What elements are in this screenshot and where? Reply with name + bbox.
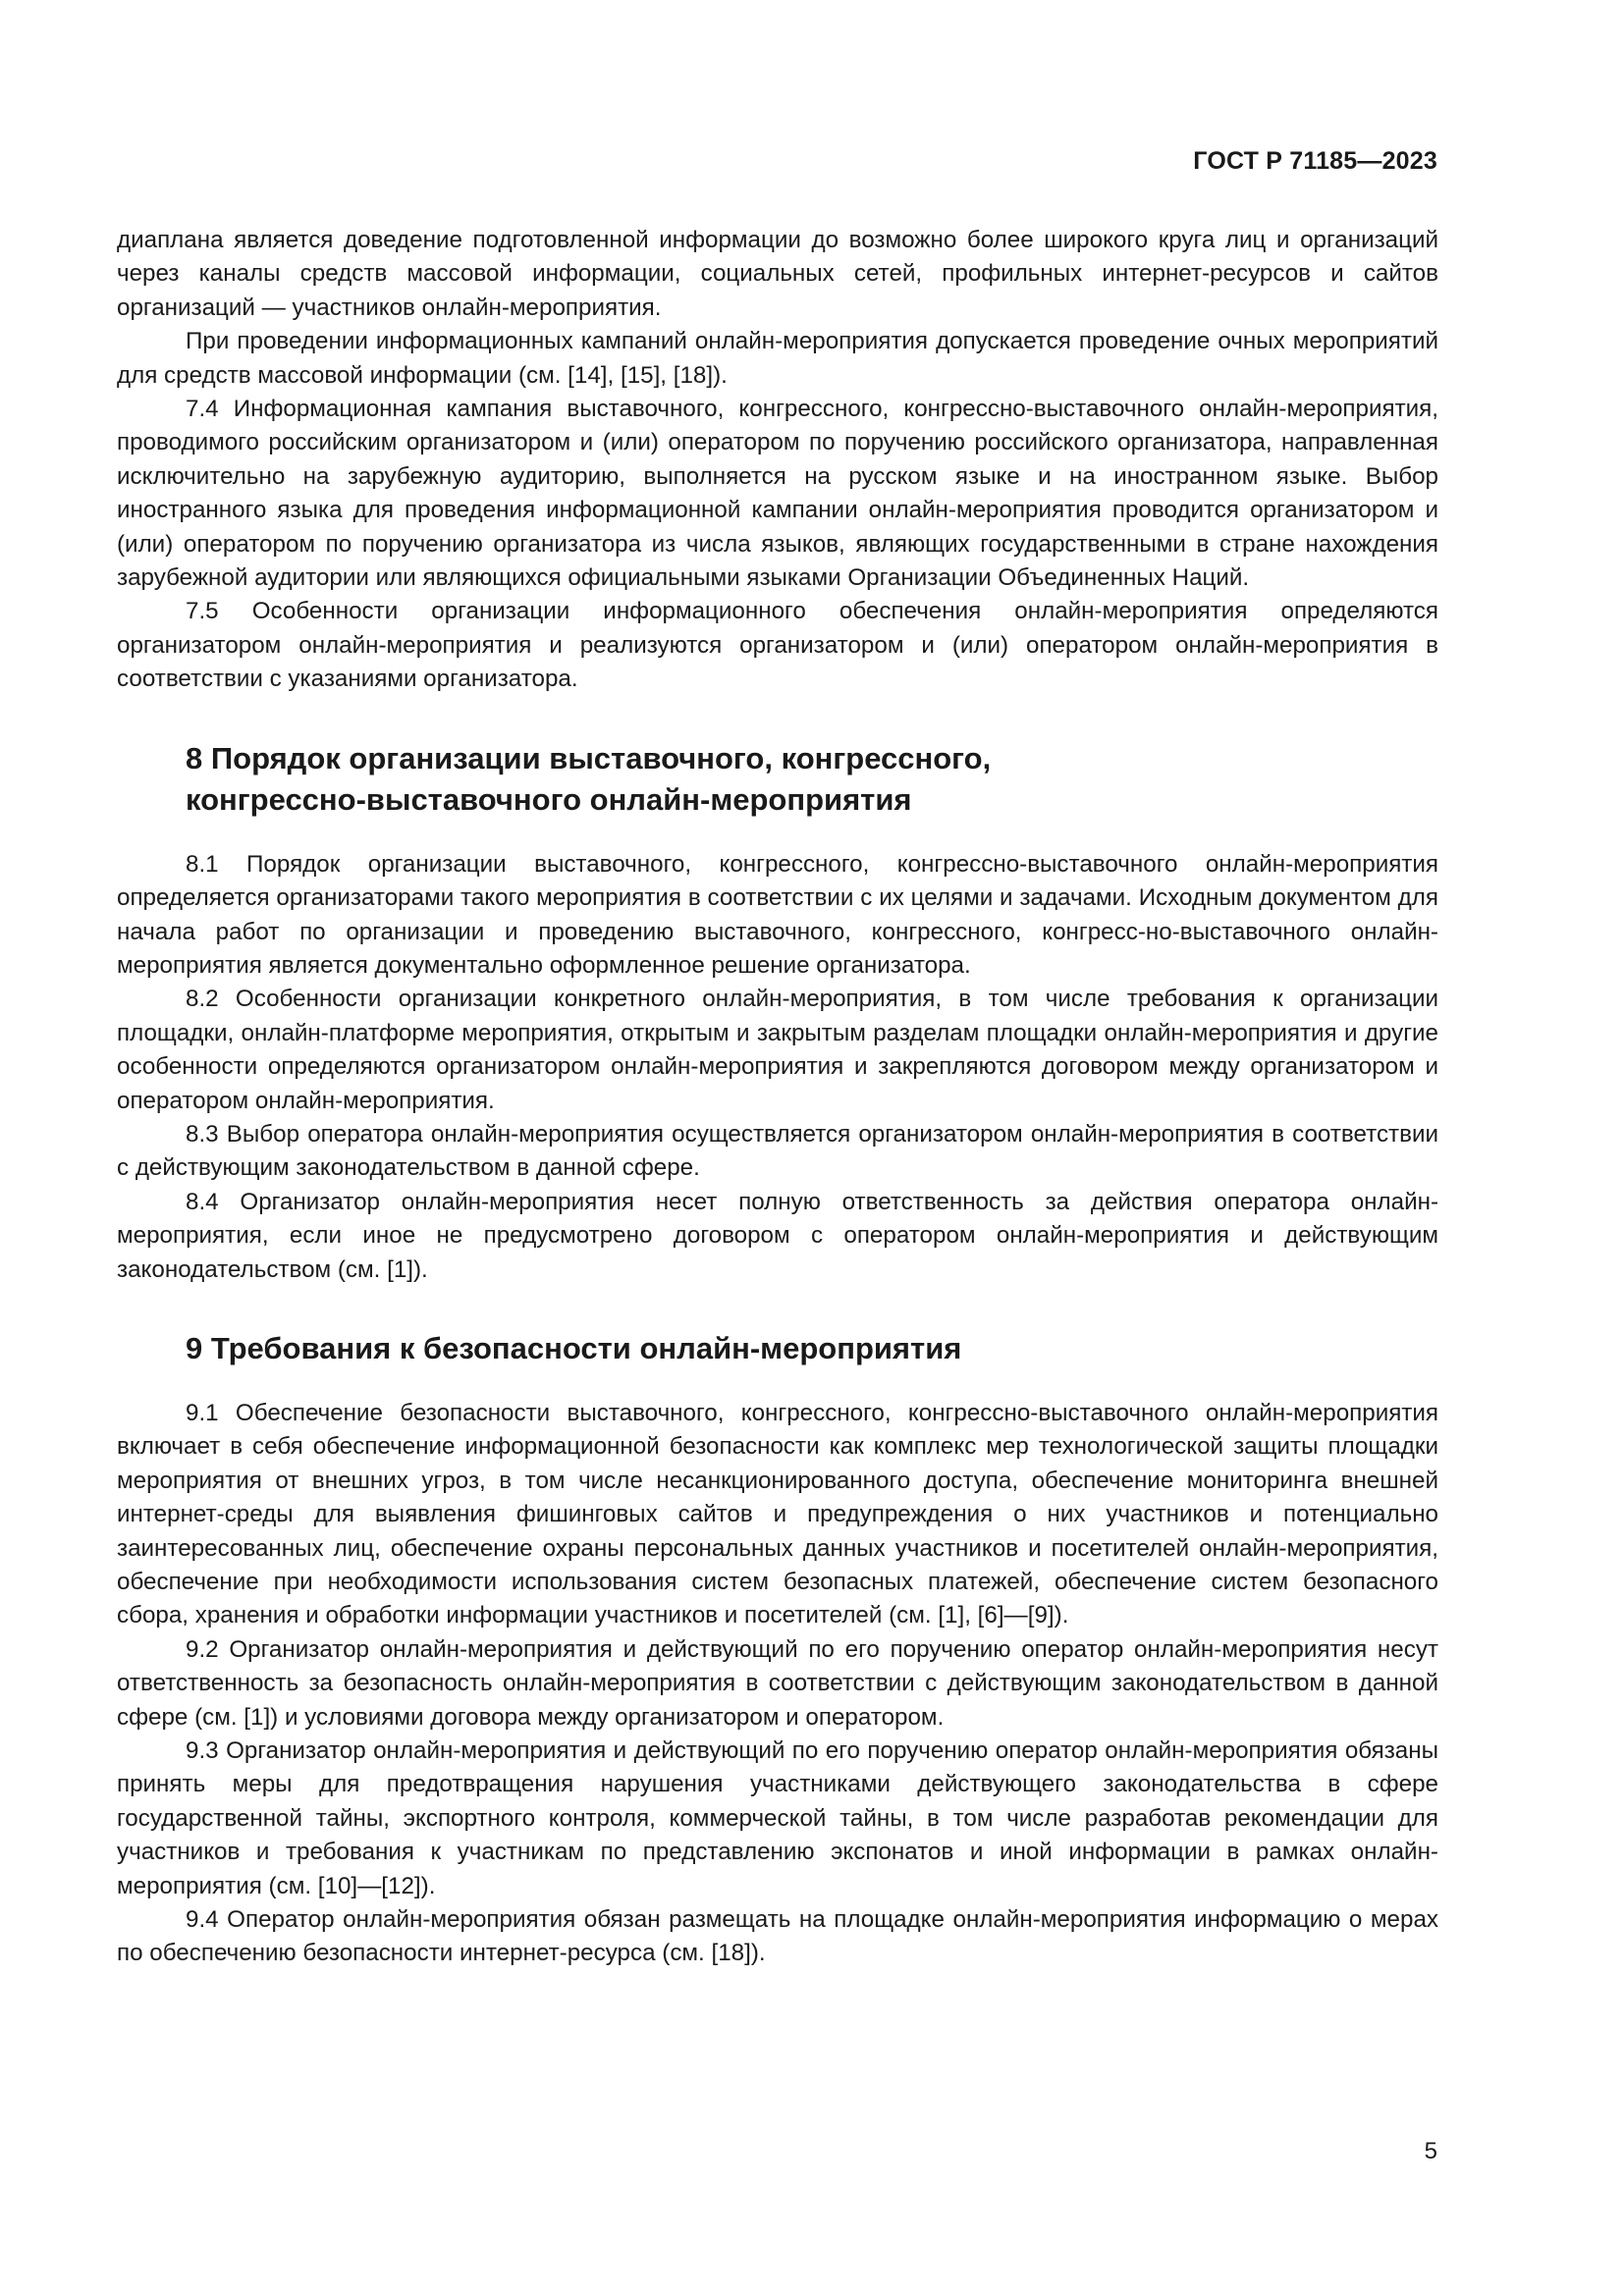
- paragraph-8-4: 8.4 Организатор онлайн-мероприятия несет полную ответственность за действия оператора онлайн-мероприятия, если иное не предусмотрено договором с оператором онлайн-мероприятия и действующим законодательством (см. [1]).: [117, 1188, 1438, 1283]
- paragraph-9-2: 9.2 Организатор онлайн-мероприятия и действующий по его поручению оператор онлайн-мероприятия несут ответственность за безопасность онлайн-мероприятия в соответствии с действующим законодательством в данной сфере (см. [1]) и условиями договора между организатором и оператором.: [117, 1635, 1438, 1731]
- paragraph-7-5: 7.5 Особенности организации информационного обеспечения онлайн-мероприятия определяются организатором онлайн-мероприятия и реализуются организатором и (или) оператором онлайн-мероприятия в соответствии с указаниями организатора.: [117, 598, 1438, 693]
- paragraph-8-2: 8.2 Особенности организации конкретного онлайн-мероприятия, в том числе требования к организации площадки, онлайн-платформе мероприятия, открытым и закрытым разделам площадки онлайн-мероприятия и другие особенности определяются организатором онлайн-мероприятия и закрепляются договором между организатором и оператором онлайн-мероприятия.: [117, 986, 1438, 1114]
- section-9-heading: 9 Требования к безопасности онлайн-мероприятия: [186, 1330, 962, 1365]
- paragraph: диаплана является доведение подготовленной информации до возможно более широкого круга лиц и организаций через каналы средств массовой информации, социальных сетей, профильных интернет-ресурсов и сайтов организаций — участников онлайн-мероприятия.: [117, 227, 1438, 321]
- paragraph: При проведении информационных кампаний онлайн-мероприятия допускается проведение очных мероприятий для средств массовой информации (см. [14], [15], [18]).: [117, 328, 1438, 389]
- paragraph-9-3: 9.3 Организатор онлайн-мероприятия и действующий по его поручению оператор онлайн-мероприятия обязаны принять меры для предотвращения нарушения участниками действующего законодательства в сфере государственной тайны, экспортного контроля, коммерческой тайны, в том числе разработав рекомендации для участников и требования к участникам по представлению экспонатов и иной информации в рамках онлайн-мероприятия (см. [10]—[12]).: [117, 1737, 1438, 1899]
- page-number: 5: [1424, 2138, 1437, 2164]
- section-8-heading: [117, 738, 1438, 821]
- paragraph-7-4: 7.4 Информационная кампания выставочного, конгрессного, конгрессно-выставочного онлайн-мероприятия, проводимого российским организатором и (или) оператором по поручению российского организатора, направленная исключительно на зарубежную аудиторию, выполняется на русском языке и на иностранном языке. Выбор иностранного языка для проведения информационной кампании онлайн-мероприятия проводится организатором и (или) оператором по поручению организатора из числа языков, являющих государственными в стране нахождения зарубежной аудитории или являющихся официальными языками Организации Объединенных Наций.: [117, 396, 1438, 592]
- document-body: [117, 224, 1438, 1971]
- paragraph-8-3: 8.3 Выбор оператора онлайн-мероприятия осуществляется организатором онлайн-мероприятия в соответствии с действующим законодательством в данной сфере.: [117, 1120, 1438, 1182]
- section-8-title-line1: 8 Порядок организации выставочного, конгрессного,: [186, 740, 992, 775]
- section-8-title-line2: конгрессно-выставочного онлайн-мероприятия: [186, 781, 912, 817]
- paragraph-9-4: 9.4 Оператор онлайн-мероприятия обязан размещать на площадке онлайн-мероприятия информацию о мерах по обеспечению безопасности интернет-ресурса (см. [18]).: [117, 1906, 1438, 1967]
- document-code: ГОСТ Р 71185—2023: [1193, 147, 1437, 175]
- paragraph-9-1: 9.1 Обеспечение безопасности выставочного, конгрессного, конгрессно-выставочного онлайн-мероприятия включает в себя обеспечение информационной безопасности как комплекс мер технологической защиты площадки мероприятия от внешних угроз, в том числе несанкционированного доступа, обеспечение мониторинга внешней интернет-среды для выявления фишинговых сайтов и предупреждения о них участников и потенциально заинтересованных лиц, обеспечение охраны персональных данных участников и посетителей онлайн-мероприятия, обеспечение при необходимости использования систем безопасных платежей, обеспечение систем безопасного сбора, хранения и обработки информации участников и посетителей (см. [1], [6]—[9]).: [117, 1399, 1438, 1629]
- paragraph-8-1: 8.1 Порядок организации выставочного, конгрессного, конгрессно-выставочного онлайн-мероприятия определяется организаторами такого мероприятия в соответствии с их целями и задачами. Исходным документом для начала работ по организации и проведению выставочного, конгрессного, конгресс-но-выставочного онлайн-мероприятия является документально оформленное решение организатора.: [117, 850, 1438, 979]
